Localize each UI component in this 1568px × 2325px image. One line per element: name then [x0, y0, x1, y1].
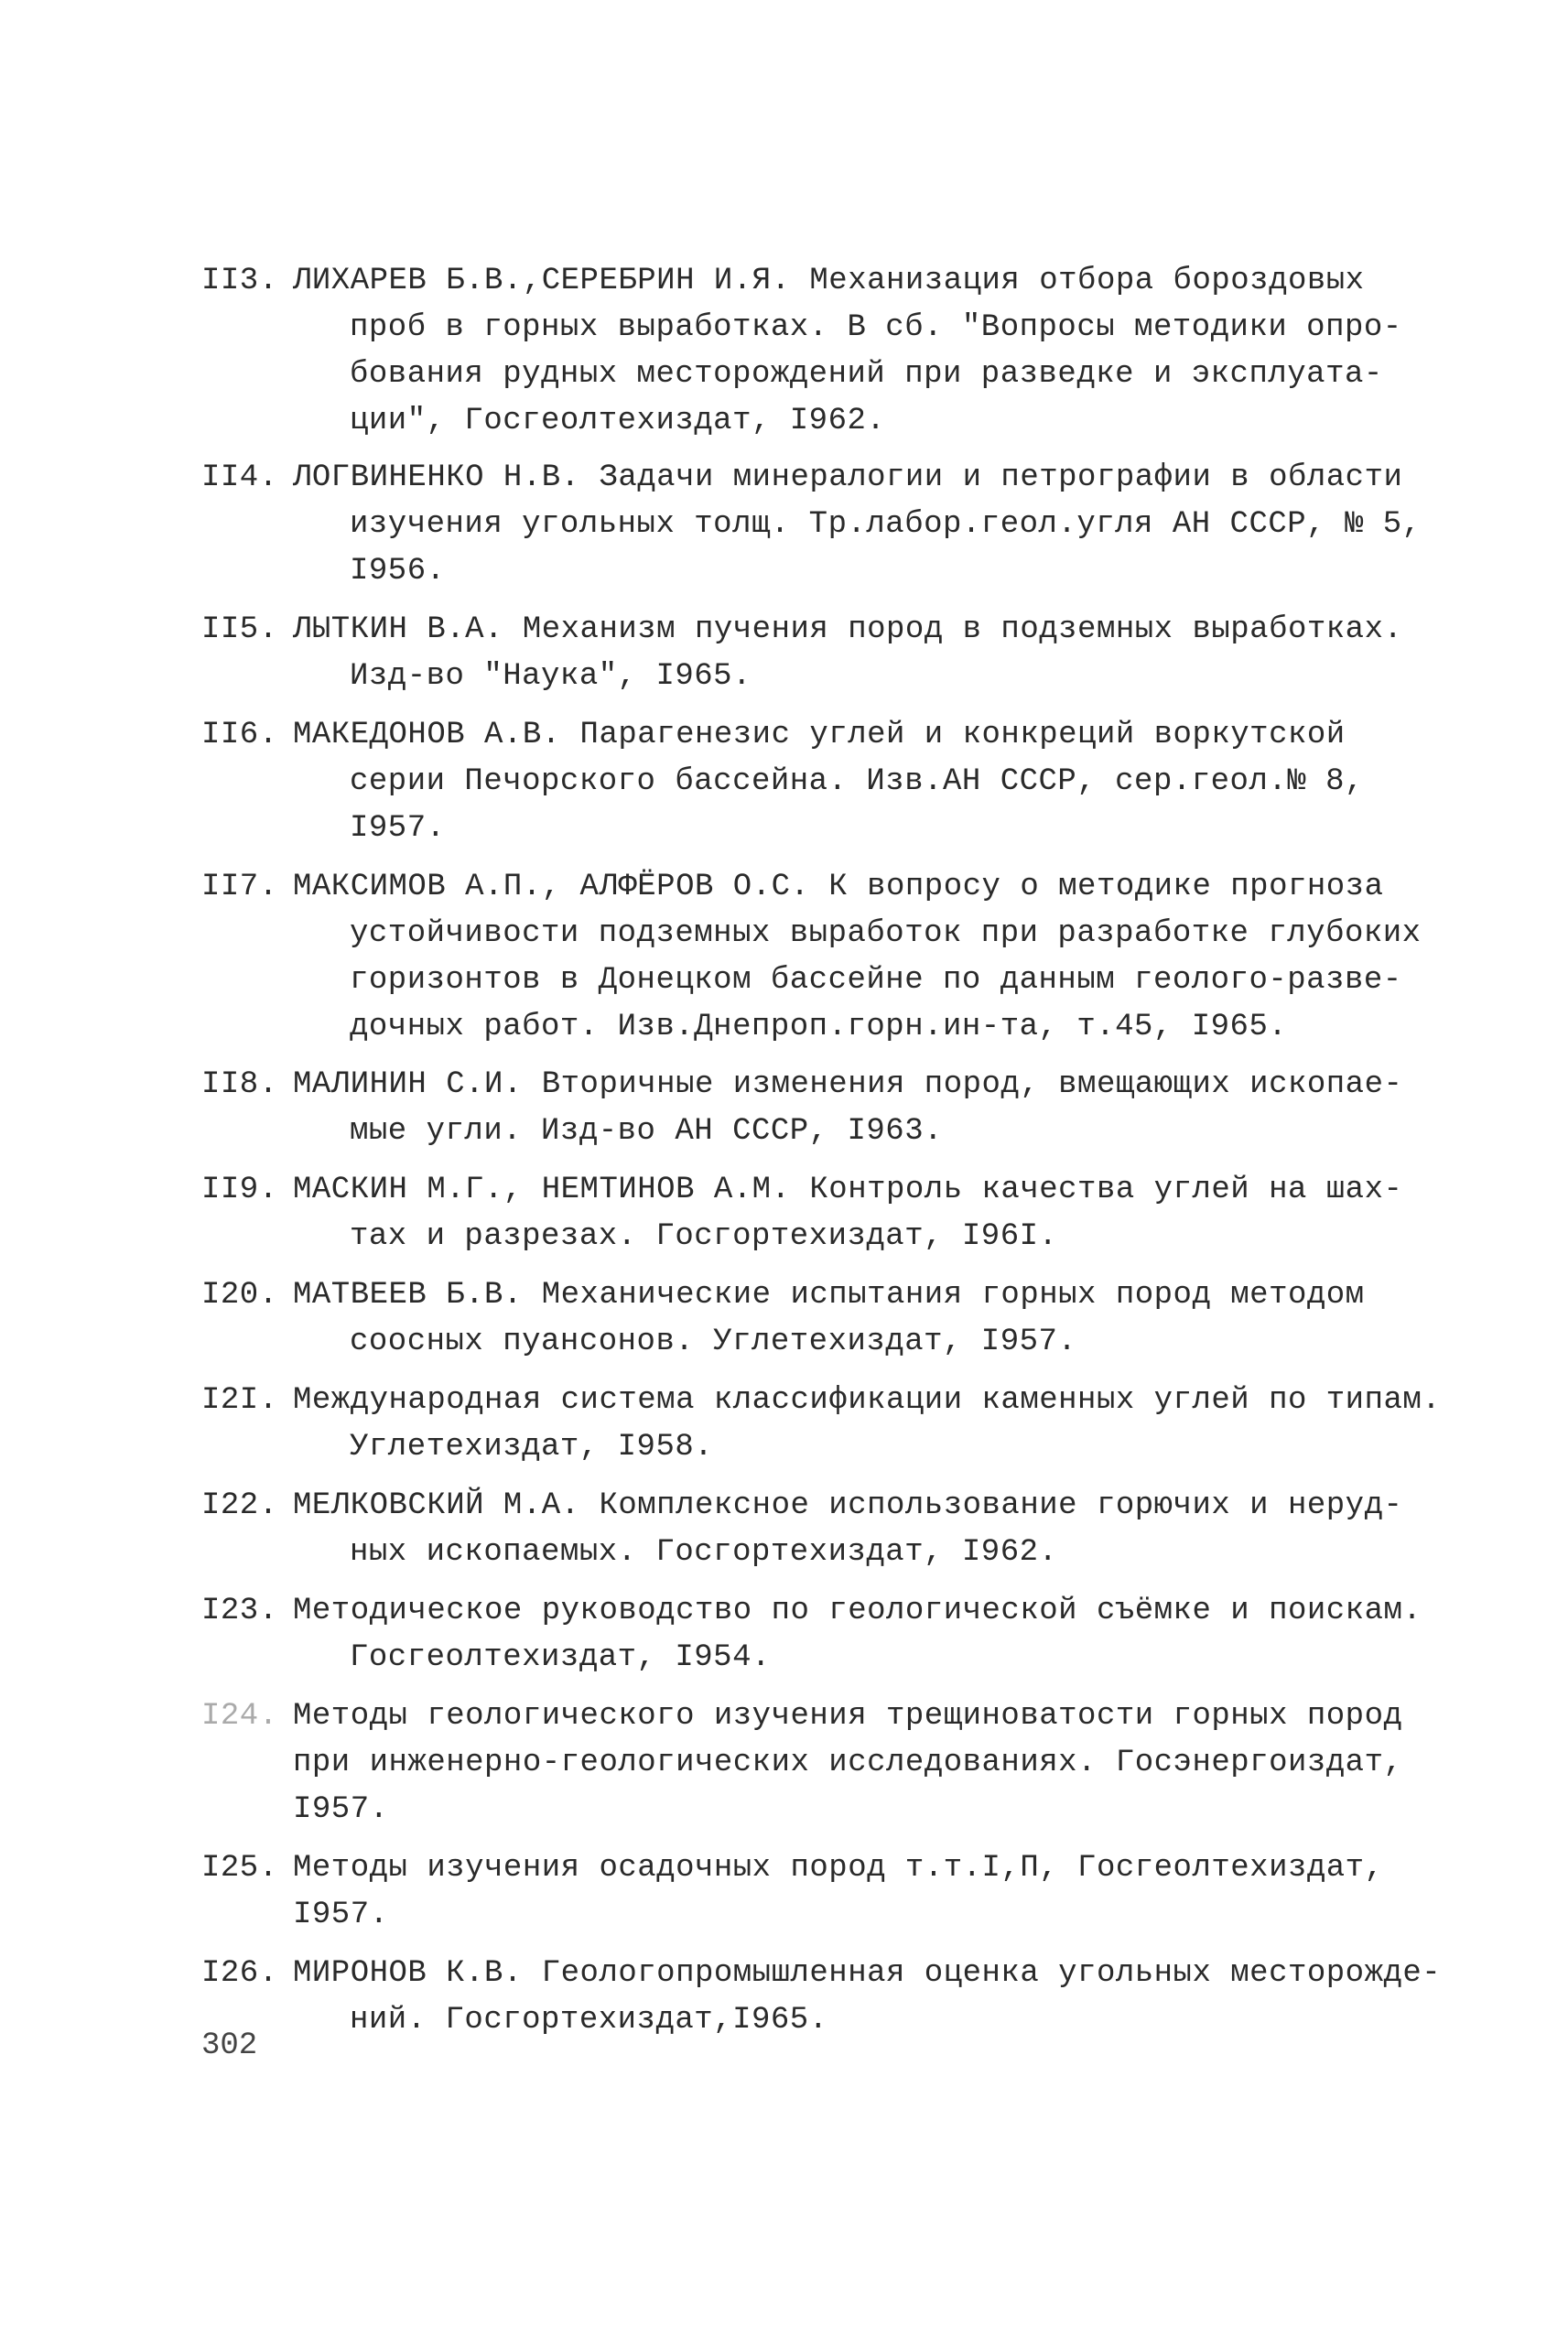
entry-line: МАКСИМОВ А.П., АЛФЁРОВ О.С. К вопросу о методике прогноза — [293, 870, 1384, 904]
entry-line: I957. — [293, 1898, 389, 1932]
entry-line: проб в горных выработках. В сб. "Вопросы методики опро- — [350, 310, 1402, 345]
entry-line: изучения угольных толщ. Тр.лабор.геол.угля АН СССР, № 5, — [350, 507, 1422, 542]
entry-line: Международная система классификации каменных углей по типам. — [293, 1383, 1442, 1418]
entry-number: I23. — [201, 1594, 278, 1628]
entry-line: при инженерно-геологических исследованиях. Госэнергоиздат, — [293, 1746, 1403, 1780]
bibliography-entry-119 — [201, 1167, 1410, 1260]
entry-line: Методы изучения осадочных пород т.т.I,П, Госгеолтехиздат, — [293, 1851, 1384, 1886]
entry-number: I24. — [201, 1699, 278, 1734]
bibliography-entry-123 — [201, 1588, 1422, 1682]
entry-line: Изд-во "Наука", I965. — [350, 659, 752, 694]
entry-line: МАЛИНИН С.И. Вторичные изменения пород, вмещающих ископае- — [293, 1067, 1403, 1102]
entry-line: ЛИХАРЕВ Б.В.,СЕРЕБРИН И.Я. Механизация отбора бороздовых — [293, 264, 1365, 298]
bibliography-entry-117 — [201, 864, 1422, 1051]
entry-line: МЕЛКОВСКИЙ М.А. Комплексное использование горючих и неруд- — [293, 1488, 1403, 1523]
entry-line: МАТВЕЕВ Б.В. Механические испытания горных пород методом — [293, 1278, 1365, 1313]
bibliography-entry-125 — [201, 1845, 1410, 1939]
entry-number: I2I. — [201, 1383, 278, 1418]
entry-line: Методы геологического изучения трещиноватости горных пород — [293, 1699, 1403, 1734]
entry-line: МАСКИН М.Г., НЕМТИНОВ А.М. Контроль качества углей на шах- — [293, 1173, 1403, 1207]
entry-number: II7. — [201, 870, 278, 904]
bibliography-entry-113 — [201, 258, 1410, 445]
bibliography-entry-121 — [201, 1378, 1442, 1471]
entry-number: II4. — [201, 460, 278, 495]
entry-line: I957. — [350, 811, 446, 846]
bibliography-entry-114 — [201, 455, 1422, 595]
entry-line: I957. — [293, 1792, 389, 1827]
bibliography-entry-120 — [201, 1272, 1410, 1366]
bibliography-entry-124 — [201, 1693, 1410, 1833]
entry-line: ных ископаемых. Госгортехиздат, I962. — [350, 1535, 1058, 1570]
entry-number: II5. — [201, 612, 278, 647]
entry-line: МАКЕДОНОВ А.В. Парагенезис углей и конкреций воркутской — [293, 718, 1346, 752]
entry-line: серии Печорского бассейна. Изв.АН СССР, сер.геол.№ 8, — [350, 764, 1364, 799]
entry-line: Углетехиздат, I958. — [350, 1430, 714, 1465]
entry-number: I25. — [201, 1851, 278, 1886]
entry-line: соосных пуансонов. Углетехиздат, I957. — [350, 1325, 1077, 1359]
entry-line: ний. Госгортехиздат,I965. — [350, 2003, 828, 2038]
page-number: 302 — [201, 2028, 258, 2063]
entry-line: I956. — [350, 554, 446, 589]
entry-number: I22. — [201, 1488, 278, 1523]
entry-number: II3. — [201, 264, 278, 298]
bibliography-entry-126 — [201, 1951, 1442, 2044]
entry-line: МИРОНОВ К.В. Геологопромышленная оценка угольных месторожде- — [293, 1956, 1442, 1991]
bibliography-entry-122 — [201, 1483, 1410, 1576]
entry-line: бования рудных месторождений при разведке и эксплуата- — [350, 357, 1383, 392]
entry-line: ции", Госгеолтехиздат, I962. — [350, 404, 886, 438]
entry-line: тах и разрезах. Госгортехиздат, I96I. — [350, 1219, 1058, 1254]
entry-number: II9. — [201, 1173, 278, 1207]
entry-line: дочных работ. Изв.Днепроп.горн.ин-та, т.45, I965. — [350, 1010, 1288, 1044]
entry-number: I20. — [201, 1278, 278, 1313]
entry-line: ЛОГВИНЕНКО Н.В. Задачи минералогии и петрографии в области — [293, 460, 1403, 495]
bibliography-entry-116 — [201, 712, 1410, 852]
entry-line: мые угли. Изд-во АН СССР, I963. — [350, 1114, 944, 1149]
entry-line: горизонтов в Донецком бассейне по данным геолого-разве- — [350, 963, 1402, 998]
entry-number: II6. — [201, 718, 278, 752]
entry-number: II8. — [201, 1067, 278, 1102]
entry-number: I26. — [201, 1956, 278, 1991]
entry-line: устойчивости подземных выработок при разработке глубоких — [350, 916, 1422, 951]
entry-line: ЛЫТКИН В.А. Механизм пучения пород в подземных выработках. — [293, 612, 1403, 647]
bibliography-entry-118 — [201, 1062, 1410, 1155]
bibliography-entry-115 — [201, 607, 1410, 700]
entry-line: Методическое руководство по геологической съёмке и поискам. — [293, 1594, 1422, 1628]
entry-line: Госгеолтехиздат, I954. — [350, 1640, 771, 1675]
